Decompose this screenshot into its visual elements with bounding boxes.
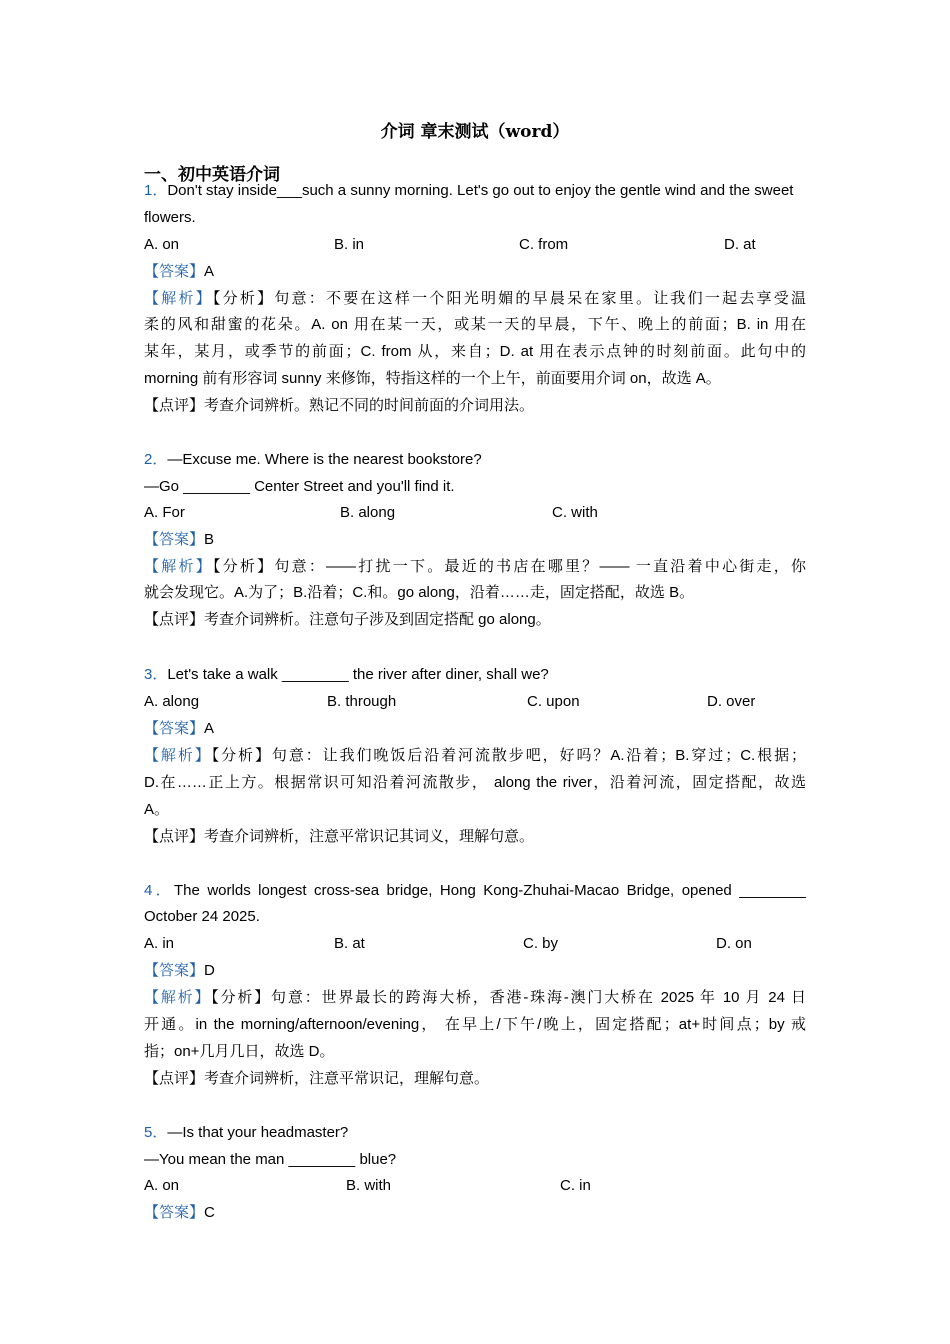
analysis-tag: 【解析】 (144, 290, 213, 307)
answer-tag: 【答案】 (144, 531, 205, 548)
option-b: B. in (334, 236, 365, 253)
question-number: 3． (144, 666, 168, 683)
question-number: 1． (144, 182, 168, 199)
section-heading: 一、初中英语介词 (144, 165, 280, 185)
question-3-analysis-line-3: A。 (144, 801, 170, 818)
option-a: A. in (144, 935, 175, 952)
question-number: 2． (144, 451, 168, 468)
option-a: A. on (144, 1177, 180, 1194)
question-3-analysis-line-1: 【解析】【分析】句意：让我们晚饭后沿着河流散步吧，好吗？A.沿着；B.穿过；C.根据； (144, 747, 806, 764)
document-title: 介词 章末测试（word） (380, 122, 570, 142)
answer-value: A (204, 263, 215, 280)
question-1-comment: 【点评】考查介词辨析。熟记不同的时间前面的介词用法。 (144, 397, 535, 414)
question-2-stem-cont: —Go ________ Center Street and you'll find it. (144, 478, 455, 495)
question-1-analysis-line-1: 【解析】【分析】句意：不要在这样一个阳光明媚的早晨呆在家里。让我们一起去享受温 (144, 290, 806, 307)
question-text: Don't stay inside___such a sunny morning. Let's go out to enjoy the gentle wind and the sweet (167, 182, 794, 199)
question-1-analysis-line-4: morning 前有形容词 sunny 来修饰，特指这样的一个上午，前面要用介词 on，故选 A。 (144, 370, 721, 387)
question-5-stem-cont: —You mean the man ________ blue? (144, 1151, 397, 1168)
question-text: Let's take a walk ________ the river after diner, shall we? (167, 666, 549, 683)
option-c: C. by (523, 935, 559, 952)
question-3-answer (144, 719, 806, 739)
question-1-analysis-line-3: 某年，某月，或季节的前面；C. from 从，来自；D. at 用在表示点钟的时刻前面。此句中的 (144, 343, 806, 360)
answer-value: C (204, 1204, 215, 1221)
answer-tag: 【答案】 (144, 263, 205, 280)
question-1-stem (144, 181, 806, 201)
question-text: —Is that your headmaster? (167, 1124, 349, 1141)
question-1-stem-cont: flowers. (144, 209, 196, 226)
question-3-analysis-line-2: D.在……正上方。根据常识可知沿着河流散步， along the river，沿着河流，固定搭配，故选 (144, 774, 806, 791)
option-c: C. from (519, 236, 569, 253)
question-1-analysis-line-2: 柔的风和甜蜜的花朵。A. on 用在某一天，或某一天的早晨，下午、晚上的前面；B. in 用在 (144, 316, 806, 333)
option-c: C. upon (527, 693, 580, 710)
option-b: B. along (340, 504, 396, 521)
question-3-comment: 【点评】考查介词辨析，注意平常识记其词义，理解句意。 (144, 828, 535, 845)
option-d: D. over (707, 693, 756, 710)
question-text: —Excuse me. Where is the nearest bookstore? (167, 451, 482, 468)
question-number: 4． (144, 882, 174, 899)
question-4-answer (144, 961, 806, 981)
question-4-comment: 【点评】考查介词辨析，注意平常识记，理解句意。 (144, 1070, 490, 1087)
answer-value: B (204, 531, 215, 548)
option-b: B. with (346, 1177, 392, 1194)
question-4-stem-cont: October 24 2025. (144, 908, 260, 925)
option-d: D. at (724, 236, 756, 253)
question-4-analysis-line-2: 开通。in the morning/afternoon/evening， 在早上/下午/晚上，固定搭配；at+时间点；by 戒 (144, 1016, 806, 1033)
option-a: A. along (144, 693, 200, 710)
analysis-tag: 【解析】 (144, 558, 213, 575)
option-b: B. through (327, 693, 397, 710)
question-5-stem (144, 1123, 806, 1143)
question-2-analysis-line-2: 就会发现它。A.为了；B.沿着；C.和。go along，沿着……走，固定搭配，故选 B。 (144, 584, 695, 601)
question-2-answer (144, 530, 806, 550)
option-c: C. with (552, 504, 598, 521)
answer-tag: 【答案】 (144, 962, 205, 979)
analysis-tag: 【解析】 (144, 989, 212, 1006)
question-2-stem (144, 450, 806, 470)
question-3-stem (144, 665, 806, 685)
option-a: A. For (144, 504, 185, 521)
option-c: C. in (560, 1177, 591, 1194)
answer-value: A (204, 720, 215, 737)
question-1-answer (144, 262, 806, 282)
question-number: 5． (144, 1124, 168, 1141)
option-a: A. on (144, 236, 180, 253)
analysis-tag: 【解析】 (144, 747, 212, 764)
answer-tag: 【答案】 (144, 720, 205, 737)
question-4-analysis-line-3: 指；on+几月几日，故选 D。 (144, 1043, 335, 1060)
question-4-stem (144, 881, 806, 901)
question-2-analysis-line-1: 【解析】【分析】句意：——打扰一下。最近的书店在哪里？—— 一直沿着中心街走，你 (144, 558, 806, 575)
answer-tag: 【答案】 (144, 1204, 205, 1221)
answer-value: D (204, 962, 215, 979)
question-5-answer (144, 1203, 806, 1223)
question-text: The worlds longest cross-sea bridge, Hong Kong-Zhuhai-Macao Bridge, opened ________ (174, 882, 806, 899)
option-d: D. on (716, 935, 752, 952)
option-b: B. at (334, 935, 365, 952)
question-4-analysis-line-1: 【解析】【分析】句意：世界最长的跨海大桥，香港-珠海-澳门大桥在 2025 年 10 月 24 日 (144, 989, 806, 1006)
question-2-comment: 【点评】考查介词辨析。注意句子涉及到固定搭配 go along。 (144, 611, 551, 628)
